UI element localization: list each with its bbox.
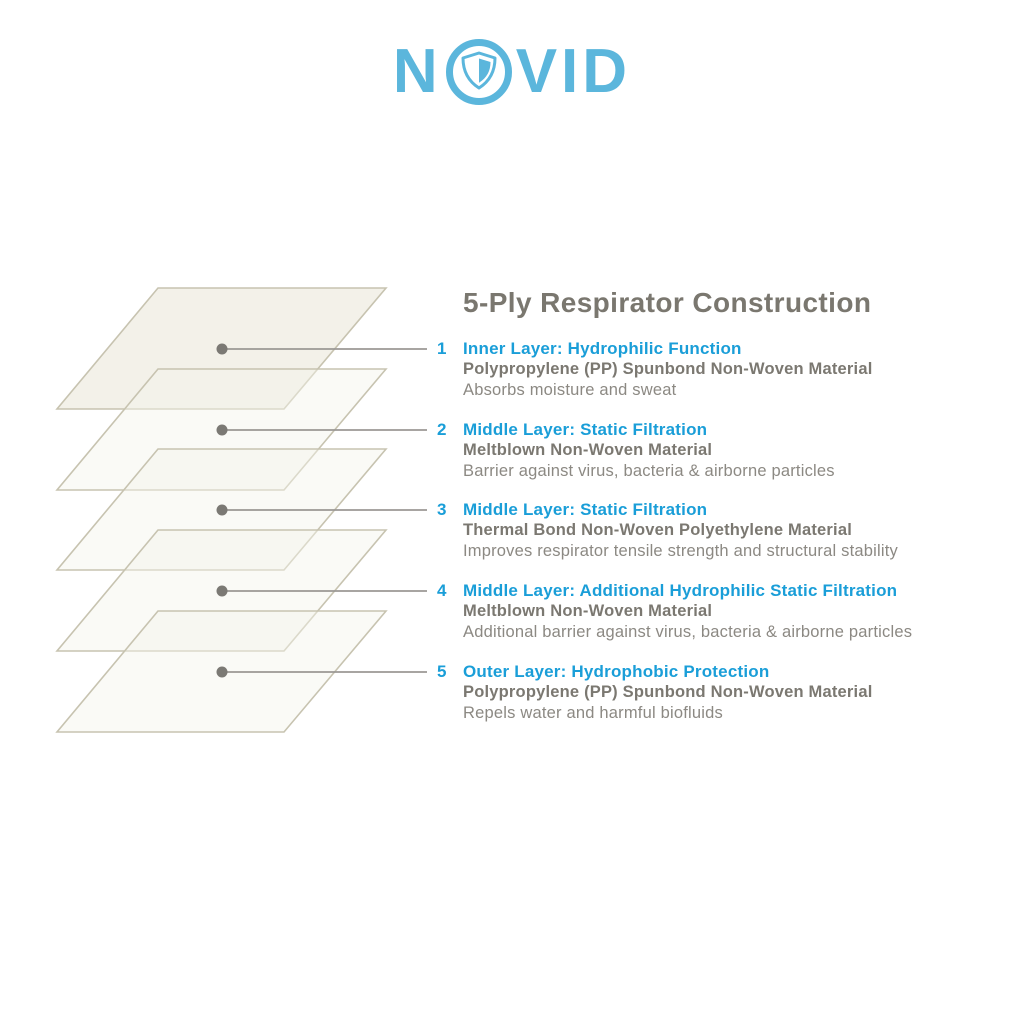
callout-dot-2: [217, 425, 228, 436]
layer-number: 2: [437, 420, 447, 439]
layer-title: Middle Layer: Additional Hydrophilic Static Filtration: [463, 581, 898, 600]
layer-function: Repels water and harmful biofluids: [463, 703, 723, 722]
layer-item-3: [437, 499, 898, 561]
layer-title: Inner Layer: Hydrophilic Function: [463, 339, 742, 358]
layer-material: Meltblown Non-Woven Material: [463, 441, 713, 459]
callout-dot-5: [217, 667, 228, 678]
layer-material: Polypropylene (PP) Spunbond Non-Woven Material: [463, 683, 873, 701]
layer-number: 3: [437, 500, 447, 519]
layer-title: Outer Layer: Hydrophobic Protection: [463, 662, 770, 681]
layer-number: 1: [437, 339, 447, 358]
layer-item-4: [437, 580, 912, 642]
layer-function: Absorbs moisture and sweat: [463, 380, 677, 399]
logo-letters-vid: VID: [515, 37, 632, 106]
layer-function: Improves respirator tensile strength and structural stability: [463, 541, 898, 560]
callout-dot-1: [217, 344, 228, 355]
layer-function: Additional barrier against virus, bacteria & airborne particles: [463, 622, 913, 641]
callout-dot-4: [217, 586, 228, 597]
layer-material: Thermal Bond Non-Woven Polyethylene Material: [463, 521, 852, 539]
layer-title: Middle Layer: Static Filtration: [463, 500, 708, 519]
layer-number: 5: [437, 662, 447, 681]
layer-material: Polypropylene (PP) Spunbond Non-Woven Material: [463, 360, 873, 378]
layer-item-5: [437, 661, 873, 723]
layer-item-2: [437, 419, 835, 481]
layer-title: Middle Layer: Static Filtration: [463, 420, 708, 439]
callout-dot-3: [217, 505, 228, 516]
layer-number: 4: [437, 581, 447, 600]
logo-letter-n: N: [392, 37, 442, 106]
layer-material: Meltblown Non-Woven Material: [463, 602, 713, 620]
layer-item-1: [437, 338, 873, 400]
layer-function: Barrier against virus, bacteria & airborne particles: [463, 461, 835, 480]
page-title: 5-Ply Respirator Construction: [463, 287, 872, 318]
